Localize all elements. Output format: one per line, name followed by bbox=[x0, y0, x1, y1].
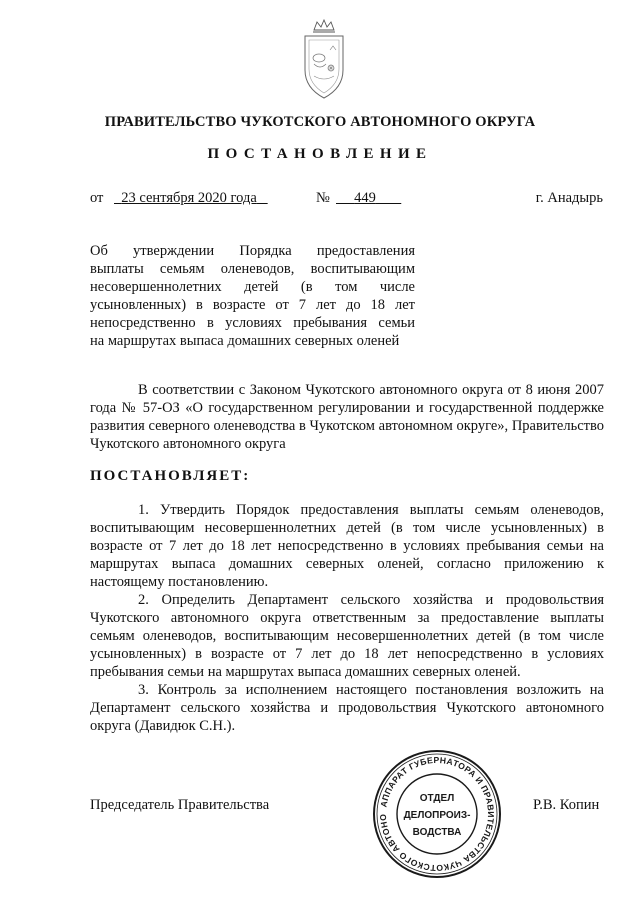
decree-item-2 bbox=[90, 591, 604, 681]
document-city: г. Анадырь bbox=[535, 190, 603, 206]
stamp-ring-text: АППАРАТ ГУБЕРНАТОРА И ПРАВИТЕЛЬСТВА ЧУКОТСКОГО АВТОНО bbox=[377, 754, 497, 874]
signatory-name: Р.В. Копин bbox=[533, 797, 600, 813]
number-label: № bbox=[316, 190, 330, 206]
decree-item-text: 3. Контроль за исполнением настоящего постановления возложить на Департамент сельского хозяйства и продовольствия Чукотского автономного округа (Давидюк С.Н.). bbox=[90, 682, 604, 734]
decrees-heading: ПОСТАНОВЛЯЕТ: bbox=[90, 468, 251, 484]
preamble-text: В соответствии с Законом Чукотского автономного округа от 8 июня 2007 года № 57-ОЗ «О государственном регулировании и государственной поддержке развития северного оленеводства в Чукотском автономном округе», Правительство Чукотского автономного округа bbox=[90, 382, 604, 452]
date-prefix: от bbox=[90, 190, 104, 206]
subject-line: несовершеннолетних детей (в том числе bbox=[90, 279, 415, 295]
subject-line: усыновленных) в возрасте от 7 лет до 18 лет bbox=[90, 297, 415, 313]
subject-line: непосредственно в условиях пребывания семьи bbox=[90, 315, 415, 331]
stamp-center-line: ВОДСТВА bbox=[412, 827, 462, 838]
decree-item-1 bbox=[90, 501, 604, 591]
decree-item-3 bbox=[90, 681, 604, 735]
stamp-center-line: ОТДЕЛ bbox=[419, 793, 455, 804]
subject-line: Об утверждении Порядка предоставления bbox=[90, 243, 415, 259]
document-number: 449 bbox=[354, 190, 376, 206]
document-date: 23 сентября 2020 года bbox=[121, 190, 257, 206]
stamp-center-line: ДЕЛОПРОИЗ- bbox=[403, 810, 471, 821]
decree-item-text: 1. Утвердить Порядок предоставления выплаты семьям оленеводов, воспитывающим несовершеннолетних детей (в том числе усыновленных) в возрасте от 7 лет до 18 лет непосредственно в условиях пребывания семьи на маршрутах выпаса домашних северных оленей, согласно приложению к настоящему постановлению. bbox=[90, 502, 604, 590]
subject-line: выплаты семьям оленеводов, воспитывающим bbox=[90, 261, 415, 277]
coat-of-arms-icon bbox=[300, 18, 348, 102]
government-title: ПРАВИТЕЛЬСТВО ЧУКОТСКОГО АВТОНОМНОГО ОКРУГА bbox=[104, 114, 536, 130]
document-meta-line bbox=[90, 189, 603, 209]
subject-line: на маршрутах выпаса домашних северных оленей bbox=[90, 333, 400, 349]
signatory-position: Председатель Правительства bbox=[90, 797, 270, 813]
decree-item-text: 2. Определить Департамент сельского хозяйства и продовольствия Чукотского автономного округа ответственным за предоставление выплаты семьям оленеводов, воспитывающим несовершеннолетних детей (в том числе усыновленных) в возрасте от 7 лет до 18 лет непосредственно в условиях пребывания семьи на маршрутах выпаса домашних северных оленей. bbox=[90, 592, 604, 680]
preamble-paragraph bbox=[90, 381, 604, 453]
document-subject bbox=[90, 242, 415, 350]
official-stamp bbox=[371, 748, 503, 880]
document-type: ПОСТАНОВЛЕНИЕ bbox=[207, 146, 433, 162]
